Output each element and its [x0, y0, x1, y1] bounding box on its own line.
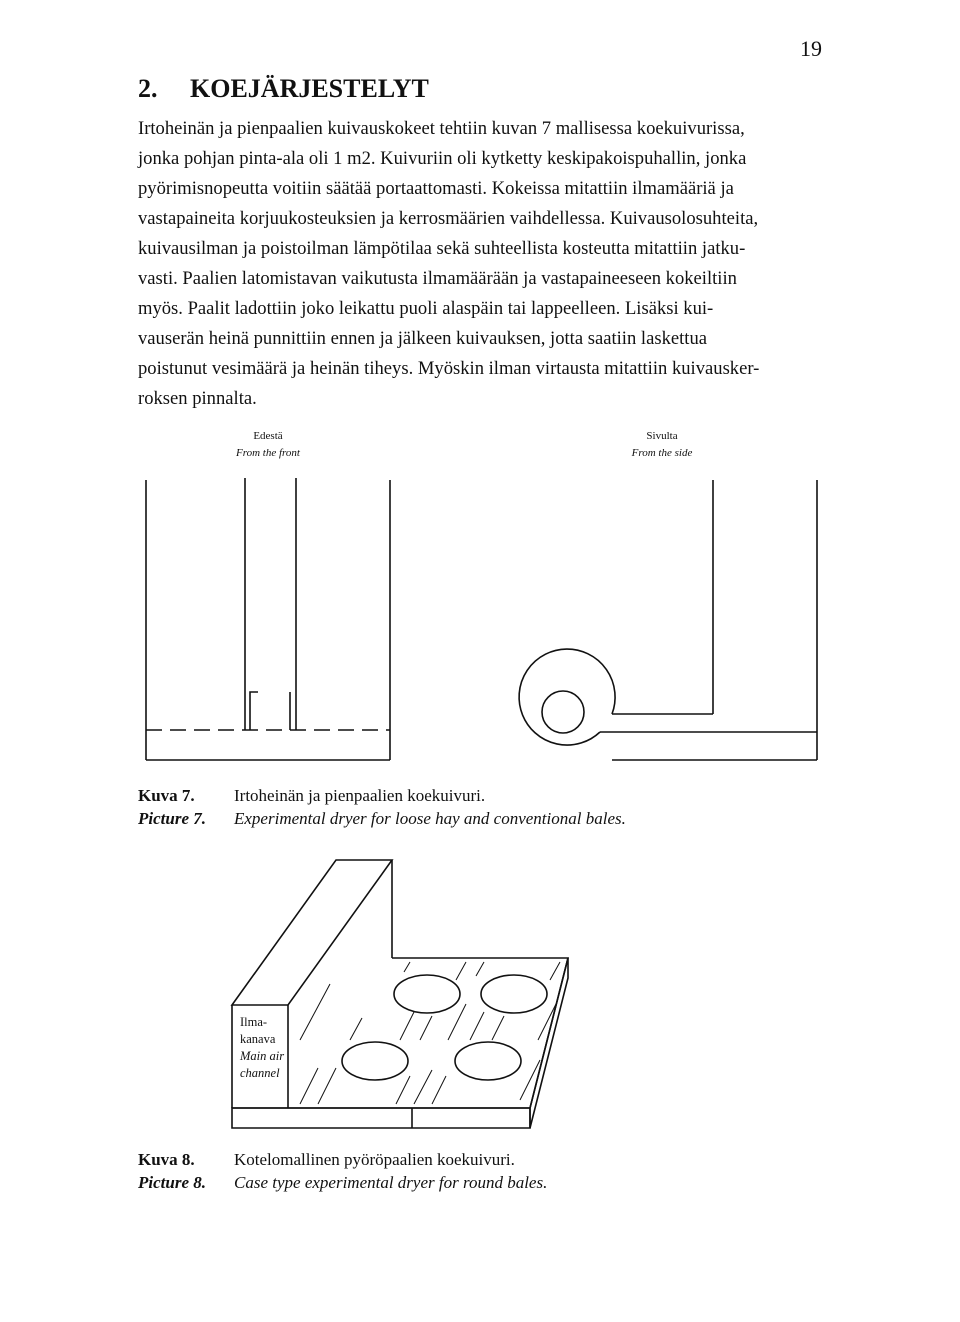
side-fan-icon: [542, 691, 584, 733]
figure7-caption: [138, 784, 626, 830]
paragraph-line: jonka pohjan pinta-ala oli 1 m2. Kuivuriin oli kytketty keskipakoispuhallin, jonka: [138, 148, 747, 169]
bale-hole-icon: [394, 975, 460, 1013]
bale-hole-icon: [342, 1042, 408, 1080]
figure7-side-view: [519, 480, 817, 760]
paragraph-line: pyörimisnopeutta voitiin säätää portaattomasti. Kokeissa mitattiin ilmamääriä ja: [138, 178, 734, 199]
paragraph-line: roksen pinnalta.: [138, 388, 257, 409]
page-number: 19: [800, 36, 822, 61]
section-title-text: KOEJÄRJESTELYT: [190, 74, 429, 103]
side-fan-housing: [519, 649, 615, 745]
figure7-caption-text-en: Experimental dryer for loose hay and conventional bales.: [234, 809, 626, 828]
side-view-label-fi: Sivulta: [646, 430, 678, 442]
figure8-caption-text-fi: Kotelomallinen pyöröpaalien koekuivuri.: [234, 1150, 515, 1169]
section-number: 2.: [138, 74, 158, 103]
air-channel-label: [240, 1014, 284, 1082]
air-channel-label-en-1: Main air: [240, 1049, 285, 1063]
paragraph-line: kuivausilman ja poistoilman lämpötilaa sekä suhteellista kosteutta mitattiin jatku-: [138, 238, 746, 259]
front-view-label-en: From the front: [236, 447, 300, 459]
figure7-caption-text-fi: Irtoheinän ja pienpaalien koekuivuri.: [234, 786, 486, 805]
floor-hatching: [300, 962, 560, 1104]
air-channel-label-en-2: channel: [240, 1066, 280, 1080]
bale-hole-icon: [455, 1042, 521, 1080]
air-channel-label-fi-1: Ilma-: [240, 1015, 268, 1029]
paragraph-line: myös. Paalit ladottiin joko leikattu puoli alaspäin tai lappeelleen. Lisäksi kui-: [138, 298, 714, 319]
paragraph-line: Irtoheinän ja pienpaalien kuivauskokeet tehtiin kuvan 7 mallisessa koekuivurissa,: [138, 118, 745, 139]
platform-side-face: [530, 958, 568, 1128]
platform-front-face: [232, 1108, 530, 1128]
paragraph-line: poistunut vesimäärä ja heinän tiheys. Myöskin ilman virtausta mitattiin kuivausker-: [138, 358, 760, 379]
paragraph-line: vastapaineita korjuukosteuksien ja kerrosmäärien vaihdellessa. Kuivausolosuhteita,: [138, 208, 759, 229]
channel-top-face: [232, 860, 392, 1005]
figure8-caption: [138, 1148, 547, 1194]
air-channel-label-fi-2: kanava: [240, 1032, 276, 1046]
figure7-caption-label-en: Picture 7.: [138, 809, 206, 828]
front-inner-left: [250, 692, 258, 730]
figure8-caption-text-en: Case type experimental dryer for round bales.: [234, 1173, 548, 1192]
figure7-front-view: [146, 478, 390, 760]
paragraph-line: vasti. Paalien latomistavan vaikutusta ilmamäärään ja vastapaineeseen kokeiltiin: [138, 268, 737, 289]
figure8-caption-label-en: Picture 8.: [138, 1173, 206, 1192]
side-view-label-en: From the side: [631, 447, 693, 459]
figure8-caption-label-fi: Kuva 8.: [138, 1150, 195, 1169]
bale-hole-icon: [481, 975, 547, 1013]
figure7-caption-label-fi: Kuva 7.: [138, 786, 195, 805]
front-view-label-fi: Edestä: [253, 430, 283, 442]
paragraph-line: vauserän heinä punnittiin ennen ja jälkeen kuivauksen, jotta saatiin laskettua: [138, 328, 707, 349]
figure8-case-dryer: [232, 860, 568, 1128]
